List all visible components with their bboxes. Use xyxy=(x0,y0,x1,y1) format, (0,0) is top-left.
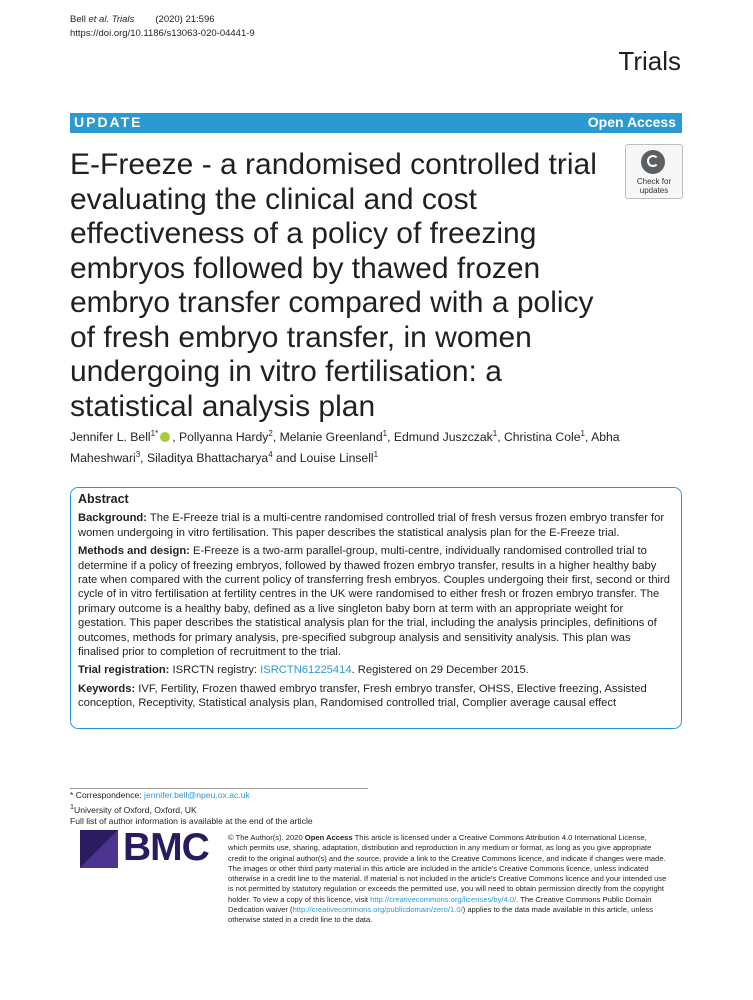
background-text: The E-Freeze trial is a multi-centre randomised controlled trial of fresh versus frozen embryo transfer for women undergoing in vitro fertilisation. This paper describes the statistical analysis plan for the E-Freeze trial. xyxy=(78,512,665,539)
keywords-label: Keywords: xyxy=(78,682,136,695)
license-link-by[interactable]: http://creativecommons.org/licenses/by/4.0/ xyxy=(370,894,517,904)
check-updates-text xyxy=(626,177,682,195)
citation-journal: et al. Trials xyxy=(88,14,135,25)
registration-label: Trial registration: xyxy=(78,664,170,677)
article-type-bar xyxy=(70,113,682,133)
methods-text: E-Freeze is a two-arm parallel-group, multi-centre, individually randomised controlled trial to determine if a policy of freezing embryos, followed by thawed frozen embryo transfer, results in a higher healthy baby rate when compared with the current policy of transferring fresh embryos. Couples undergoing their first, second or third cycle of in vitro fertilisation at fertility centres in the UK were randomised to either fresh or frozen embryo transfer. The primary outcome is a healthy baby, defined as a live singleton baby born at term with an appropriate weight for gestation. This paper describes the statistical analysis plan for the trial, including the analysis principles, definitions of outcomes, methods for primary analysis, pre-specified subgroup analysis and sensitivity analysis. This plan was finalised prior to completion of recruitment to the trial. xyxy=(78,545,670,659)
doi-link[interactable]: https://doi.org/10.1186/s13063-020-04441-9 xyxy=(70,28,255,39)
citation-author: Bell xyxy=(70,14,86,25)
author-name[interactable]: , Edmund Juszczak xyxy=(387,430,493,445)
author-name[interactable]: and Louise Linsell xyxy=(272,451,374,466)
affiliation-line xyxy=(70,802,313,816)
author-affiliation: 3 xyxy=(135,450,141,460)
abstract-keywords xyxy=(78,682,674,711)
full-list-note: Full list of author information is available at the end of the article xyxy=(70,815,313,826)
keywords-text: IVF, Fertility, Frozen thawed embryo transfer, Fresh embryo transfer, OHSS, Elective freezing, Assisted conception, Receptivity, Statistical analysis plan, Randomised controlled trial, Complier average causal effect xyxy=(78,682,647,710)
author-name[interactable]: , Melanie Greenland xyxy=(272,430,383,445)
correspondence-line xyxy=(70,790,313,802)
author-name[interactable]: , Siladitya Bhattacharya xyxy=(140,451,269,466)
author-name[interactable]: Jennifer L. Bell xyxy=(70,430,151,445)
license-copyright: © The Author(s). 2020 xyxy=(228,833,305,842)
orcid-icon[interactable] xyxy=(160,432,170,442)
license-body-3: ) applies to the data made available in this article, unless otherwise stated in a credit line to the data. xyxy=(228,905,654,925)
abstract-registration xyxy=(78,663,674,677)
correspondence-email-link[interactable]: jennifer.bell@npeu.ox.ac.uk xyxy=(144,790,250,800)
affiliation-sup: 1 xyxy=(70,802,74,811)
registration-link[interactable]: ISRCTN61225414 xyxy=(260,664,352,677)
author-name[interactable]: , Pollyanna Hardy xyxy=(172,430,269,445)
correspondence-label: * Correspondence: xyxy=(70,790,145,800)
author-affiliation: 2 xyxy=(268,429,273,438)
footnote-divider xyxy=(70,788,368,789)
license-open-access: Open Access xyxy=(304,833,353,842)
affiliation-text: University of Oxford, Oxford, UK xyxy=(73,804,197,815)
registration-post: . Registered on 29 December 2015. xyxy=(351,664,529,677)
citation-line xyxy=(70,13,255,27)
background-label: Background: xyxy=(78,512,147,525)
bmc-logo-icon xyxy=(80,830,118,868)
author-name[interactable]: , Abha Maheshwari xyxy=(70,430,620,466)
citation-year: (2020) 21:596 xyxy=(155,14,215,25)
license-text xyxy=(228,833,668,926)
license-link-zero[interactable]: http://creativecommons.org/publicdomain/zero/1.0/ xyxy=(292,905,463,915)
methods-label: Methods and design: xyxy=(78,545,190,558)
abstract-background xyxy=(78,511,674,540)
author-list xyxy=(70,425,682,467)
journal-name: Trials xyxy=(618,46,681,76)
article-title: E-Freeze - a randomised controlled trial evaluating the clinical and cost effectiveness of a policy of freezing embryos followed by thawed frozen embryo transfer compared with a policy of fresh embryo transfer, in women undergoing in vitro fertilisation: a statistical analysis plan xyxy=(70,148,597,423)
abstract-box xyxy=(70,487,682,729)
check-updates-line1: Check for xyxy=(636,177,672,186)
author-name[interactable]: , Christina Cole xyxy=(497,430,581,445)
footnotes xyxy=(70,790,313,827)
registration-pre: ISRCTN registry: xyxy=(169,664,261,677)
open-access-label: Open Access xyxy=(587,114,676,130)
author-affiliation: 4 xyxy=(268,450,273,460)
author-affiliation: 1* xyxy=(150,429,159,438)
citation-block xyxy=(70,13,255,41)
author-affiliation: 1 xyxy=(580,429,585,438)
abstract-heading: Abstract xyxy=(78,492,129,506)
license-body-2: . The Creative Commons Public Domain Dedication waiver ( xyxy=(228,894,652,915)
check-updates-icon xyxy=(641,150,665,174)
bmc-logo-text: BMC xyxy=(123,826,209,869)
license-body: This article is licensed under a Creative Commons Attribution 4.0 International License, which permits use, sharing, adaptation, distribution and reproduction in any medium or format, as long as you give appropriate credit to the original author(s) and the source, provide a link to the Creative Commons licence, and indicate if changes were made. The images or other third party material in this article are included in the article's Creative Commons licence, unless indicated otherwise in a credit line to the material. If material is not included in the article's Creative Commons licence and your intended use is not permitted by statutory regulation or exceeds the permitted use, you will need to obtain permission directly from the copyright holder. To view a copy of this licence, visit xyxy=(228,833,667,904)
bmc-logo xyxy=(80,826,210,869)
author-affiliation: 1 xyxy=(373,450,379,460)
check-updates-line2: updates xyxy=(639,186,669,195)
author-affiliation: 1 xyxy=(382,429,388,438)
author-affiliation: 1 xyxy=(492,429,498,438)
check-for-updates-button[interactable] xyxy=(625,144,683,199)
article-type-label: UPDATE xyxy=(74,114,143,130)
abstract-methods xyxy=(78,544,674,659)
